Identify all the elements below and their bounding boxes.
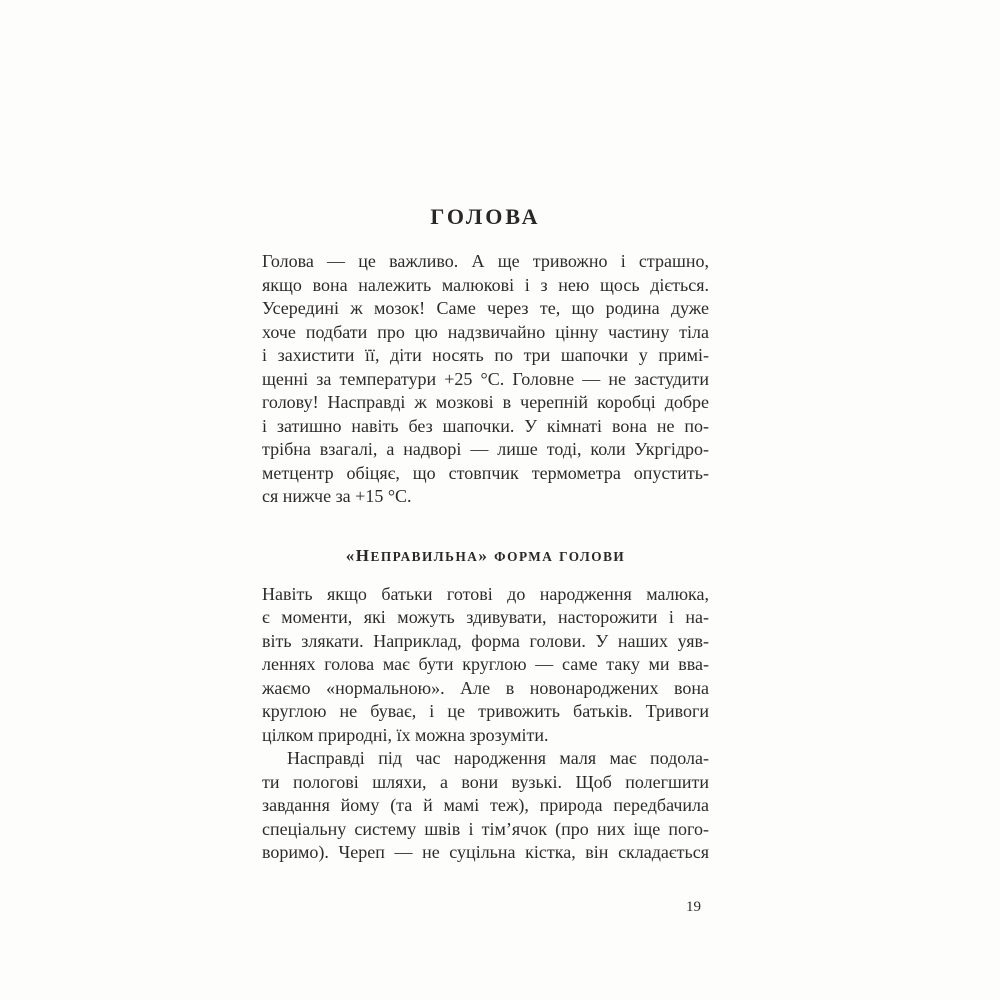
section-paragraph-2 xyxy=(262,747,709,865)
section-subheading: «НЕПРАВИЛЬНА» ФОРМА ГОЛОВИ xyxy=(345,545,626,565)
text-line: воримо). Череп — не суцільна кістка, він складається xyxy=(262,842,709,862)
text-line: і захистити її, діти носять по три шапочки у примі- xyxy=(262,345,709,365)
text-line: віть злякати. Наприклад, форма голови. У наших уяв- xyxy=(262,630,709,651)
text-line: завдання йому (та й мамі теж), природа передбачила xyxy=(262,795,709,815)
text-line: ся нижче за +15 °C. xyxy=(262,486,412,506)
intro-paragraph xyxy=(262,250,709,509)
chapter-title: ГОЛОВА xyxy=(430,204,541,229)
text-line: жаємо «нормальною». Але в новонароджених вона xyxy=(262,677,709,698)
text-line: Усередині ж мозок! Саме через те, що родина дуже xyxy=(262,298,709,318)
section-paragraph-1 xyxy=(262,583,709,748)
text-line: Навіть якщо батьки готові до народження малюка, xyxy=(262,583,709,604)
text-line: цілком природні, їх можна зрозуміти. xyxy=(262,724,549,745)
text-line: якщо вона належить малюкові і з нею щось діється. xyxy=(262,274,709,295)
text-line: голову! Насправді ж мозкові в черепній коробці добре xyxy=(262,392,709,412)
text-line: ти пологові шляхи, а вони вузькі. Щоб полегшити xyxy=(262,771,709,792)
text-line: леннях голова має бути круглою — саме таку ми вва- xyxy=(262,654,709,674)
text-line: є моменти, які можуть здивувати, насторожити і на- xyxy=(262,607,709,627)
text-line: трібна взагалі, а надворі — лише тоді, коли Укргідро- xyxy=(262,439,709,459)
text-line: круглою не буває, і це тривожить батьків. Тривоги xyxy=(262,701,709,721)
page-number: 19 xyxy=(686,899,701,915)
text-line: Голова — це важливо. А ще тривожно і страшно, xyxy=(262,251,709,271)
text-column xyxy=(262,204,709,865)
text-line: хоче подбати про цю надзвичайно цінну частину тіла xyxy=(262,321,709,342)
text-line: метцентр обіцяє, що стовпчик термометра опустить- xyxy=(262,462,709,483)
text-line: і затишно навіть без шапочки. У кімнаті вона не по- xyxy=(262,415,709,436)
text-line: щенні за температури +25 °C. Головне — не застудити xyxy=(262,368,709,389)
text-line: спеціальну систему швів і тім’ячок (про них іще пого- xyxy=(262,818,709,839)
text-line: Насправді під час народження маля має подола- xyxy=(287,748,709,768)
